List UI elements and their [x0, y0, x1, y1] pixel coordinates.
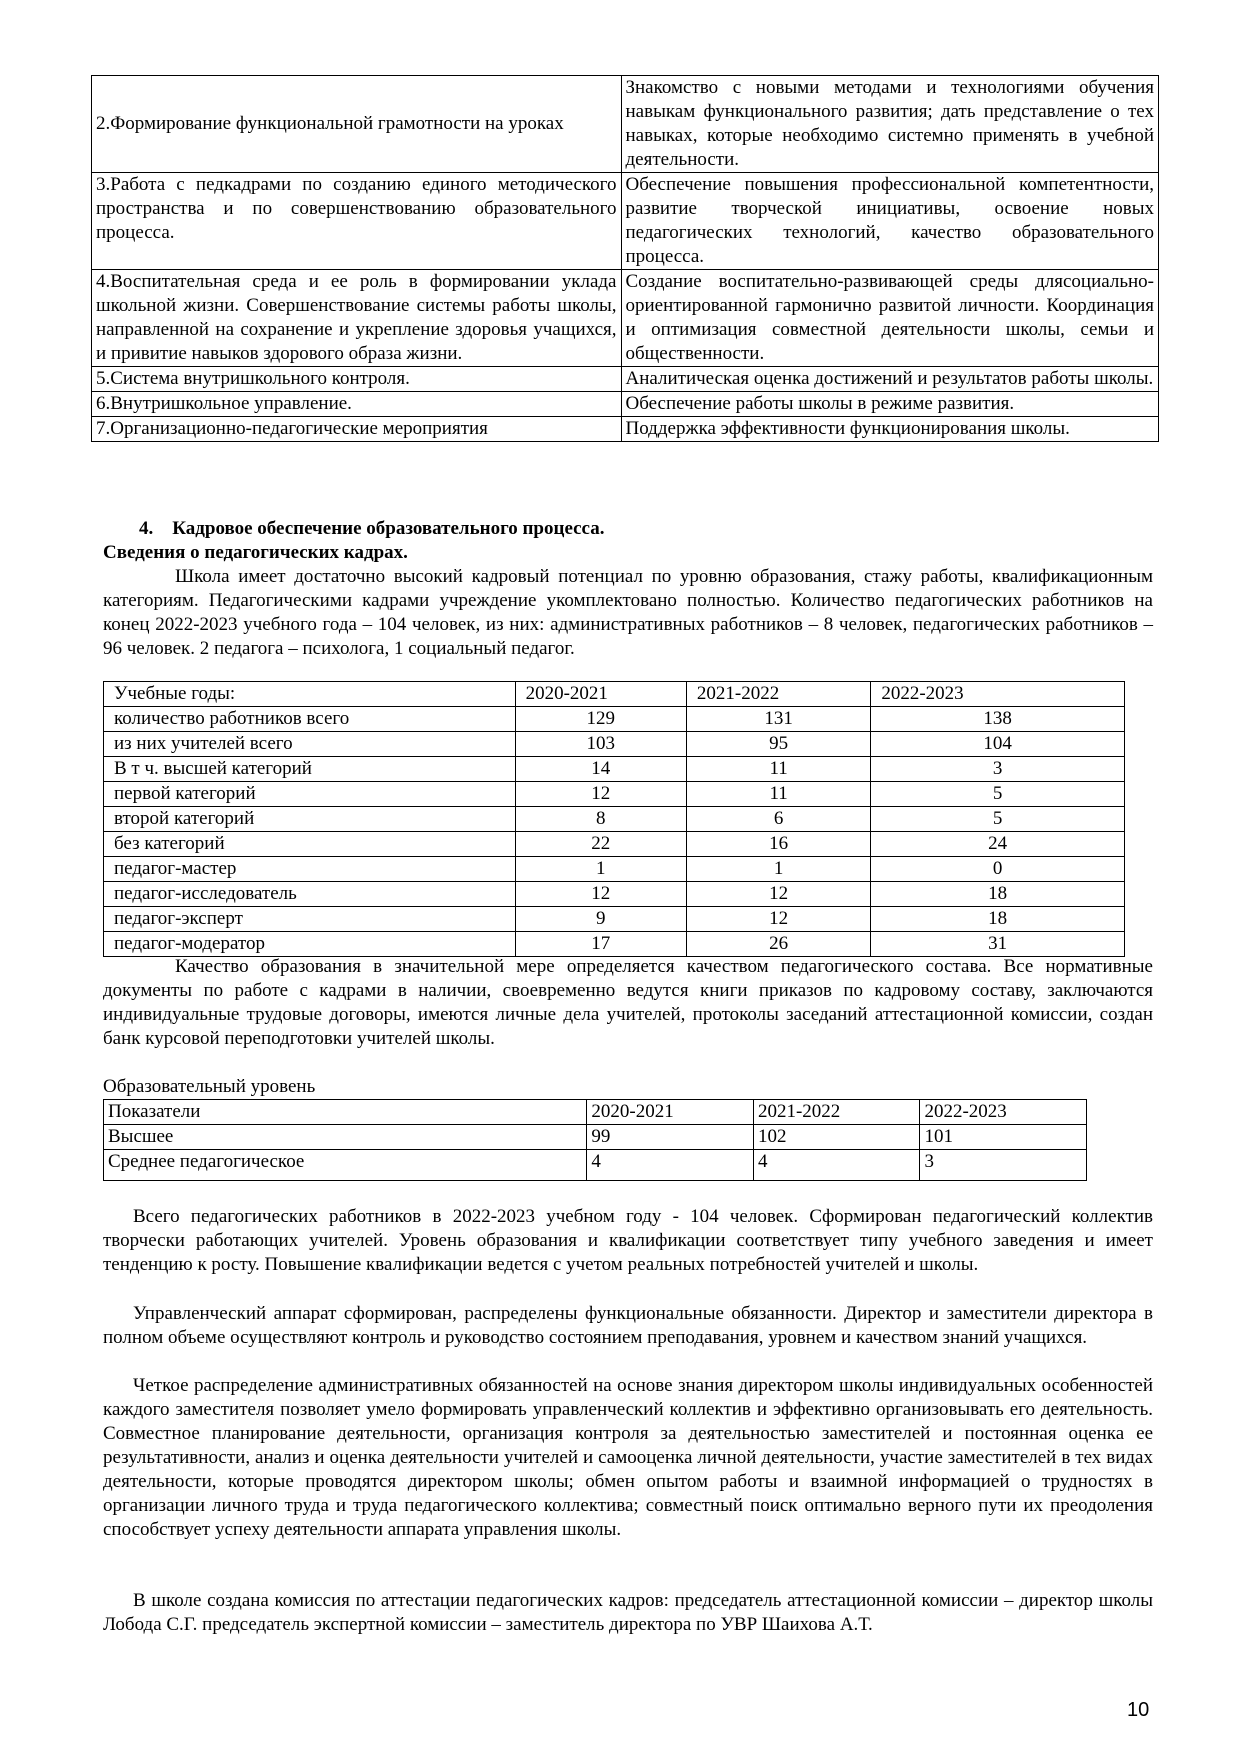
- cell-value: 1: [686, 857, 870, 882]
- result-cell: [621, 76, 1159, 173]
- cell-value: 18: [871, 882, 1125, 907]
- cell-value: 99: [587, 1125, 754, 1150]
- goal-cell: [92, 270, 622, 367]
- result-text: Аналитическая оценка достижений и результатов работы школы.: [625, 368, 1154, 389]
- cell-value: 3: [920, 1150, 1087, 1181]
- row-label: В т ч. высшей категорий: [104, 757, 516, 782]
- table-row: [104, 932, 1125, 957]
- education-level-title: Образовательный уровень: [103, 1076, 316, 1097]
- table-header-row: [104, 682, 1125, 707]
- cell-value: 5: [871, 807, 1125, 832]
- cell-value: 8: [515, 807, 686, 832]
- table-row: [104, 1125, 1087, 1150]
- body-paragraph: Четкое распределение административных обязанностей на основе знания директором школы индивидуальных особенностей каждого заместителя позволяет умело формировать управленческий коллектив и эффективно организовывать его деятельность. Совместное планирование деятельности, организация контроля за деятельностью заместителей и постоянная оценка ее результативности, анализ и оценка деятельности учителей и самооценка личной деятельности, участие заместителей в тех видах деятельности, которые проводятся директором школы; обмен опытом работы и взаимной информацией о трудностях в организации личного труда и труда педагогического коллектива; совместный поиск оптимально верного пути их преодоления способствует успеху деятельности аппарата управления школы.: [103, 1375, 1153, 1540]
- table-row: [92, 173, 1159, 270]
- goal-cell: [92, 392, 622, 417]
- table-row: [104, 807, 1125, 832]
- header-cell: 2021-2022: [753, 1100, 920, 1125]
- table-row: [104, 732, 1125, 757]
- section-heading: 4. Кадровое обеспечение образовательного процесса.: [139, 518, 605, 539]
- row-label: педагог-модератор: [104, 932, 516, 957]
- table-header-row: [104, 1100, 1087, 1125]
- table-row: [104, 782, 1125, 807]
- result-text: Поддержка эффективности функционирования школы.: [625, 418, 1070, 439]
- cell-value: 12: [686, 882, 870, 907]
- goal-text: 2.Формирование функциональной грамотности на уроках: [96, 113, 564, 134]
- goal-text: 4.Воспитательная среда и ее роль в формировании уклада школьной жизни. Совершенствование системы работы школы, направленной на сохранение и укрепление здоровья учащихся, и привитие навыков здорового образа жизни.: [96, 271, 617, 364]
- cell-value: 6: [686, 807, 870, 832]
- cell-value: 131: [686, 707, 870, 732]
- result-cell: [621, 173, 1159, 270]
- goal-cell: [92, 417, 622, 442]
- result-cell: [621, 417, 1159, 442]
- row-label: педагог-мастер: [104, 857, 516, 882]
- table-row: [104, 882, 1125, 907]
- result-cell: [621, 392, 1159, 417]
- goal-cell: [92, 367, 622, 392]
- section-subheading: Сведения о педагогических кадрах.: [103, 542, 408, 563]
- cell-value: 1: [515, 857, 686, 882]
- cell-value: 95: [686, 732, 870, 757]
- table-row: [92, 76, 1159, 173]
- cell-value: 26: [686, 932, 870, 957]
- header-cell: 2020-2021: [587, 1100, 754, 1125]
- staff-paragraph: Школа имеет достаточно высокий кадровый потенциал по уровню образования, стажу работы, квалификационным категориям. Педагогическими кадрами учреждение укомплектовано полностью. Количество педагогических работников на конец 2022-2023 учебного года – 104 человек, из них: административных работников – 8 человек, педагогических работников – 96 человек. 2 педагога – психолога, 1 социальный педагог.: [103, 566, 1153, 659]
- header-cell: Учебные годы:: [104, 682, 516, 707]
- result-cell: [621, 367, 1159, 392]
- header-cell: Показатели: [104, 1100, 587, 1125]
- body-paragraph: Всего педагогических работников в 2022-2023 учебном году - 104 человек. Сформирован педагогический коллектив творчески работающих учителей. Уровень образования и квалификации соответствует типу учебного заведения и имеет тенденцию к росту. Повышение квалификации ведется с учетом реальных потребностей учителей и школы.: [103, 1206, 1153, 1275]
- cell-value: 17: [515, 932, 686, 957]
- table-row: [104, 707, 1125, 732]
- cell-value: 101: [920, 1125, 1087, 1150]
- table-row: [104, 1150, 1087, 1181]
- page-number: 10: [1127, 1699, 1150, 1721]
- cell-value: 129: [515, 707, 686, 732]
- cell-value: 14: [515, 757, 686, 782]
- cell-value: 11: [686, 782, 870, 807]
- table-row: [92, 270, 1159, 367]
- cell-value: 102: [753, 1125, 920, 1150]
- row-label: из них учителей всего: [104, 732, 516, 757]
- table-row: [92, 392, 1159, 417]
- goal-text: 6.Внутришкольное управление.: [96, 393, 352, 414]
- goal-text: 3.Работа с педкадрами по созданию единого методического пространства и по совершенствованию образовательного процесса.: [96, 174, 617, 243]
- cell-value: 12: [686, 907, 870, 932]
- cell-value: 0: [871, 857, 1125, 882]
- cell-value: 3: [871, 757, 1125, 782]
- row-label: без категорий: [104, 832, 516, 857]
- header-cell: 2021-2022: [686, 682, 870, 707]
- table-row: [104, 857, 1125, 882]
- cell-value: 9: [515, 907, 686, 932]
- goal-cell: [92, 76, 622, 173]
- cell-value: 12: [515, 782, 686, 807]
- row-label: Среднее педагогическое: [104, 1150, 587, 1181]
- goal-text: 7.Организационно-педагогические мероприятия: [96, 418, 488, 439]
- row-label: второй категорий: [104, 807, 516, 832]
- row-label: Высшее: [104, 1125, 587, 1150]
- cell-value: 12: [515, 882, 686, 907]
- header-cell: 2022-2023: [871, 682, 1125, 707]
- table-row: [92, 417, 1159, 442]
- table-row: [104, 757, 1125, 782]
- table-row: [92, 367, 1159, 392]
- goal-cell: [92, 173, 622, 270]
- cell-value: 22: [515, 832, 686, 857]
- table-row: [104, 907, 1125, 932]
- result-text: Знакомство с новыми методами и технологиями обучения навыкам функционального развития; дать представление о тех навыках, которые необходимо системно применять в учебной деятельности.: [625, 77, 1154, 170]
- row-label: первой категорий: [104, 782, 516, 807]
- cell-value: 4: [753, 1150, 920, 1181]
- cell-value: 138: [871, 707, 1125, 732]
- cell-value: 104: [871, 732, 1125, 757]
- cell-value: 4: [587, 1150, 754, 1181]
- header-cell: 2020-2021: [515, 682, 686, 707]
- result-cell: [621, 270, 1159, 367]
- cell-value: 18: [871, 907, 1125, 932]
- staff-table: [103, 681, 1125, 957]
- cell-value: 24: [871, 832, 1125, 857]
- row-label: педагог-эксперт: [104, 907, 516, 932]
- result-text: Обеспечение повышения профессиональной компетентности, развитие творческой инициативы, освоение новых педагогических технологий, качество образовательного процесса.: [625, 174, 1154, 267]
- cell-value: 16: [686, 832, 870, 857]
- cell-value: 103: [515, 732, 686, 757]
- body-paragraph: Управленческий аппарат сформирован, распределены функциональные обязанности. Директор и заместители директора в полном объеме осуществляют контроль и руководство состоянием преподавания, уровнем и качеством знаний учащихся.: [103, 1303, 1153, 1348]
- row-label: педагог-исследователь: [104, 882, 516, 907]
- cell-value: 31: [871, 932, 1125, 957]
- education-level-table: [103, 1099, 1087, 1181]
- cell-value: 5: [871, 782, 1125, 807]
- body-paragraph: В школе создана комиссия по аттестации педагогических кадров: председатель аттестационной комиссии – директор школы Лобода С.Г. председатель экспертной комиссии – заместитель директора по УВР Шаихова А.Т.: [103, 1590, 1153, 1635]
- goals-table: [91, 75, 1159, 442]
- goal-text: 5.Система внутришкольного контроля.: [96, 368, 410, 389]
- header-cell: 2022-2023: [920, 1100, 1087, 1125]
- quality-paragraph: Качество образования в значительной мере определяется качеством педагогического состава. Все нормативные документы по работе с кадрами в наличии, своевременно ведутся книги приказов по кадровому составу, заключаются индивидуальные трудовые договоры, имеются личные дела учителей, протоколы заседаний аттестационной комиссии, создан банк курсовой переподготовки учителей школы.: [103, 956, 1153, 1049]
- cell-value: 11: [686, 757, 870, 782]
- result-text: Создание воспитательно-развивающей среды длясоциально-ориентированной гармонично развитой личности. Координация и оптимизация совместной деятельности школы, семьи и общественности.: [625, 271, 1154, 364]
- result-text: Обеспечение работы школы в режиме развития.: [625, 393, 1015, 414]
- row-label: количество работников всего: [104, 707, 516, 732]
- table-row: [104, 832, 1125, 857]
